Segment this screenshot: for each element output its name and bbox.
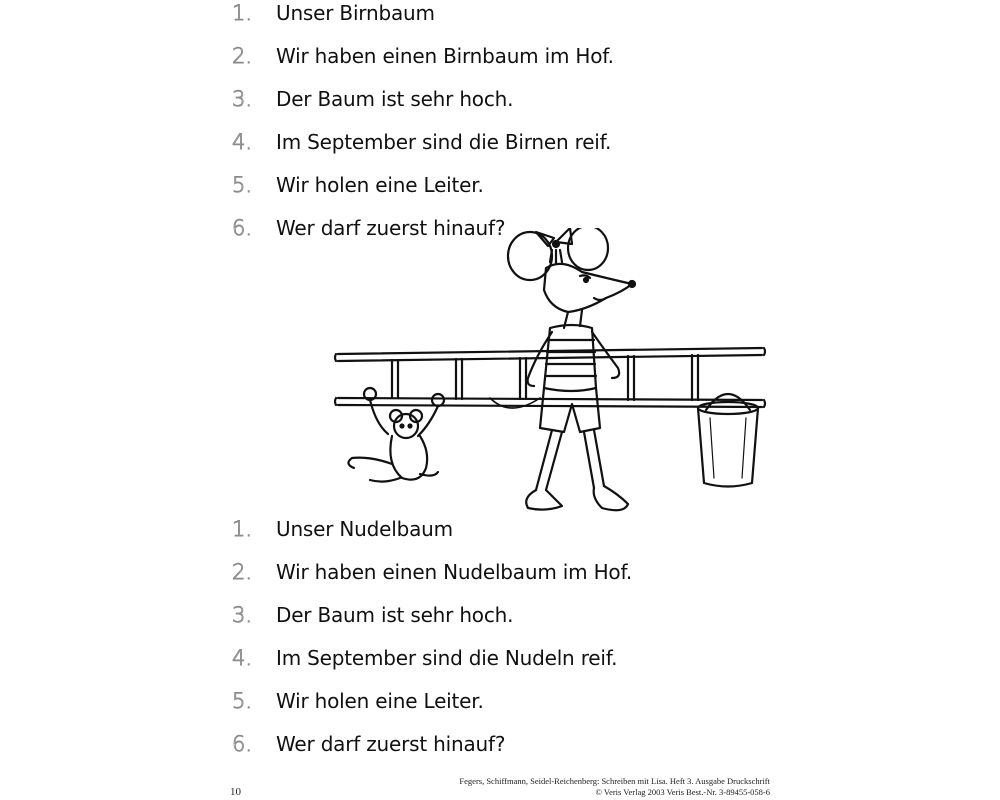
mouse-carrying-ladder-illustration <box>330 228 770 528</box>
line-number: 2. <box>232 44 253 68</box>
list-item <box>0 86 1000 122</box>
page-number: 10 <box>230 786 241 798</box>
ladder <box>335 348 765 407</box>
line-text: Unser Birnbaum <box>276 1 435 25</box>
line-number: 5. <box>232 689 253 713</box>
line-text: Wer darf zuerst hinauf? <box>276 732 506 756</box>
line-text: Im September sind die Birnen reif. <box>276 130 612 154</box>
credit-line: Fegers, Schiffmann, Seidel-Reichenberg: Schreiben mit Lisa. Heft 3. Ausgabe Druckschrift <box>459 776 770 786</box>
list-item <box>0 0 1000 36</box>
line-text: Wir holen eine Leiter. <box>276 689 484 713</box>
line-number: 4. <box>232 646 253 670</box>
list-item <box>0 516 1000 552</box>
line-number: 2. <box>232 560 253 584</box>
list-item <box>0 129 1000 165</box>
list-item <box>0 559 1000 595</box>
line-text: Wer darf zuerst hinauf? <box>276 216 506 240</box>
list-item <box>0 172 1000 208</box>
list-item <box>0 688 1000 724</box>
small-mouse <box>348 388 444 482</box>
line-number: 6. <box>232 216 253 240</box>
line-number: 1. <box>232 517 253 541</box>
list-item <box>0 43 1000 79</box>
line-number: 5. <box>232 173 253 197</box>
line-number: 3. <box>232 603 253 627</box>
line-text: Unser Nudelbaum <box>276 517 453 541</box>
line-text: Wir haben einen Birnbaum im Hof. <box>276 44 614 68</box>
line-text: Der Baum ist sehr hoch. <box>276 87 514 111</box>
line-text: Wir holen eine Leiter. <box>276 173 484 197</box>
list-item <box>0 731 1000 767</box>
line-number: 1. <box>232 1 253 25</box>
line-number: 3. <box>232 87 253 111</box>
page-footer <box>0 776 1000 800</box>
line-text: Im September sind die Nudeln reif. <box>276 646 618 670</box>
line-text: Der Baum ist sehr hoch. <box>276 603 514 627</box>
line-number: 6. <box>232 732 253 756</box>
line-number: 4. <box>232 130 253 154</box>
copyright-line: © Veris Verlag 2003 Veris Best.-Nr. 3-89455-058-6 <box>595 787 770 797</box>
line-text: Wir haben einen Nudelbaum im Hof. <box>276 560 632 584</box>
mouse-girl <box>490 228 635 510</box>
list-item <box>0 602 1000 638</box>
list-item <box>0 645 1000 681</box>
